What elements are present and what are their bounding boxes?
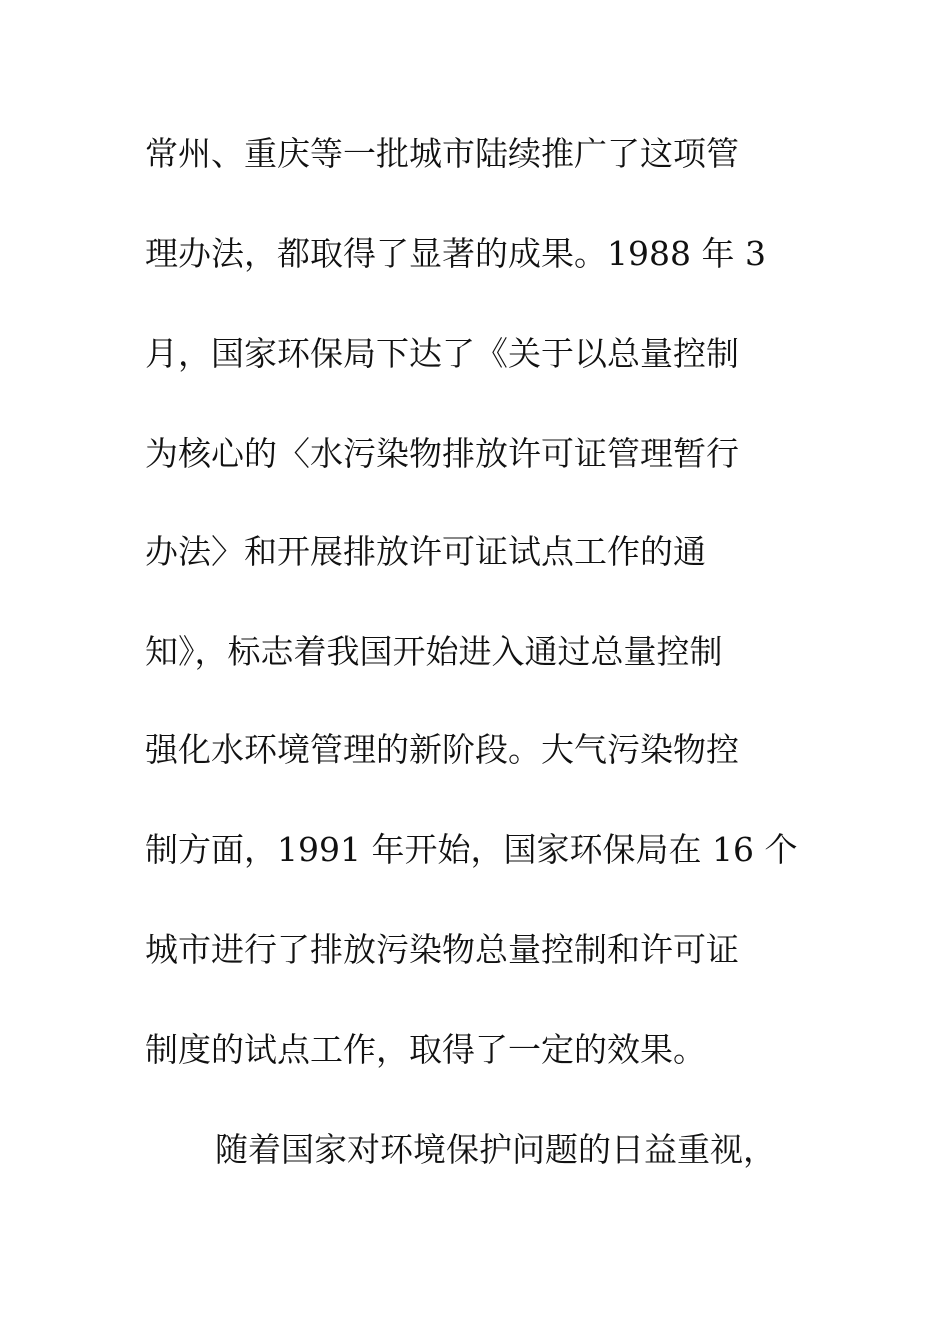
text-line-3: 月，国家环保局下达了《关于以总量控制	[145, 334, 739, 373]
text-line-1: 常州、重庆等一批城市陆续推广了这项管	[145, 134, 739, 173]
text-line-10: 制度的试点工作，取得了一定的效果。	[145, 1030, 706, 1069]
text-line-7: 强化水环境管理的新阶段。大气污染物控	[145, 730, 739, 769]
text-line-5: 办法〉和开展排放许可证试点工作的通	[145, 532, 706, 571]
text-line-2: 理办法，都取得了显著的成果。1988 年 3	[145, 234, 766, 273]
text-line-9: 城市进行了排放污染物总量控制和许可证	[145, 930, 739, 969]
text-line-4: 为核心的〈水污染物排放许可证管理暂行	[145, 434, 739, 473]
text-line-6: 知》，标志着我国开始进入通过总量控制	[145, 632, 723, 671]
paragraph-start-line: 随着国家对环境保护问题的日益重视，	[215, 1130, 776, 1169]
text-line-8: 制方面，1991 年开始，国家环保局在 16 个	[145, 830, 798, 869]
